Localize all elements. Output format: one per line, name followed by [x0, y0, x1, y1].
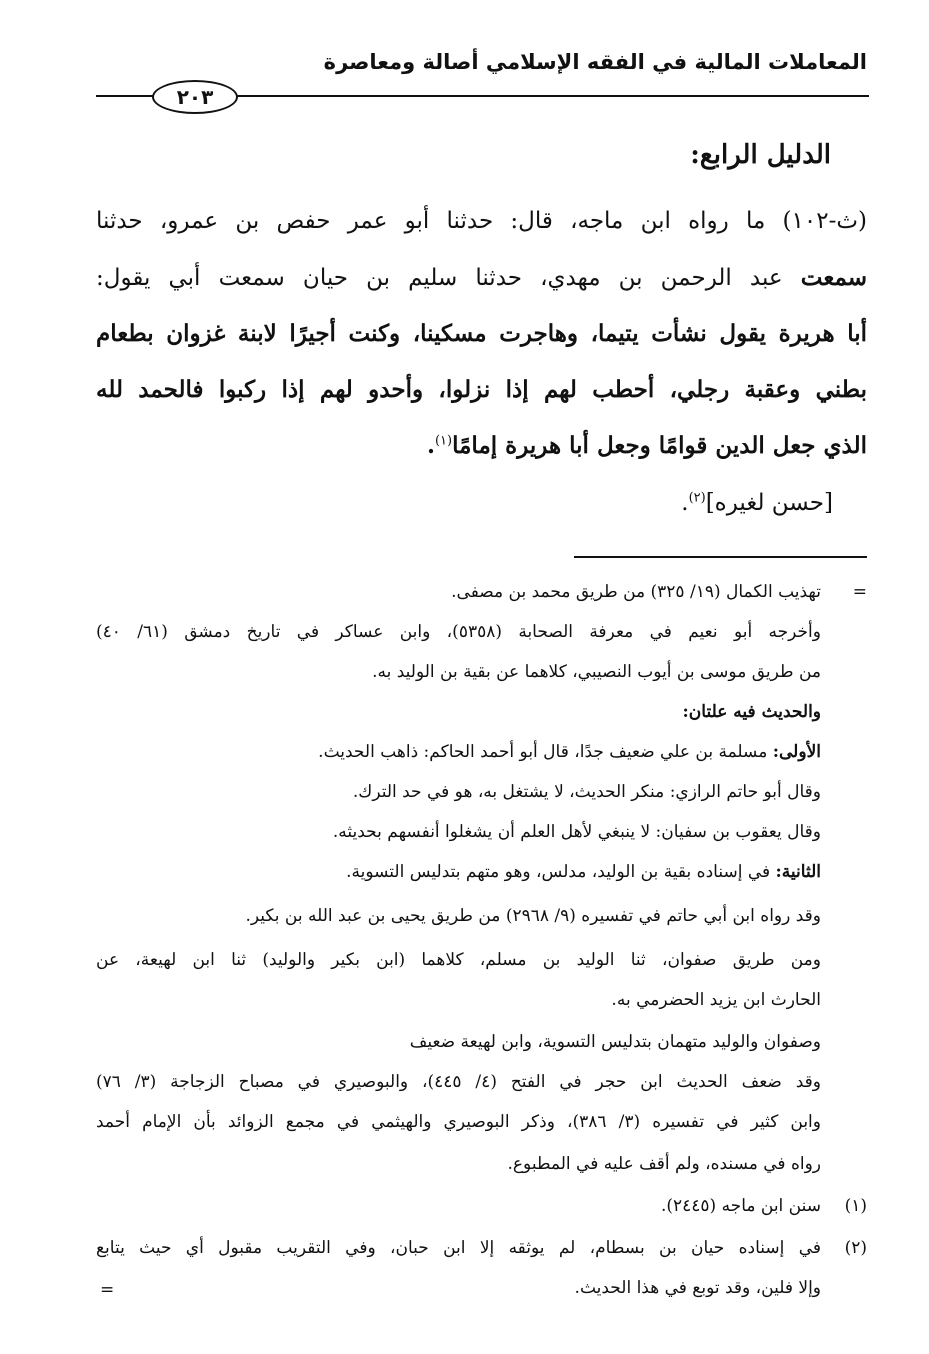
footnote-2-text: وإلا فلين، وقد توبع في هذا الحديث. [574, 1278, 821, 1298]
hadith-period: . [426, 432, 435, 459]
hadith-line [96, 264, 867, 291]
footnote-line: وأخرجه أبو نعيم في معرفة الصحابة (٥٣٥٨)، وابن عساكر في تاريخ دمشق (٦١/ ٤٠) [96, 622, 821, 642]
second-defect-label: الثانية: [775, 862, 821, 882]
footnote-line: الحارث ابن يزيد الحضرمي به. [611, 990, 821, 1010]
footnote-line [318, 742, 821, 762]
first-defect-label: الأولى: [772, 742, 821, 762]
footnote-number-2: (٢) [844, 1238, 867, 1258]
footnote-number-1: (١) [844, 1196, 867, 1216]
hadith-quote-end: الذي جعل الدين قوامًا وجعل أبا هريرة إمامًا [452, 432, 867, 459]
footnote-line [346, 862, 821, 882]
footnote-line: رواه في مسنده، ولم أقف عليه في المطبوع. [507, 1154, 821, 1174]
hadith-line: (ث-١٠٢) ما رواه ابن ماجه، قال: حدثنا أبو عمر حفص بن عمرو، حدثنا [96, 208, 867, 234]
hadith-line: بطني وعقبة رجلي، أحطب لهم إذا نزلوا، وأحدو لهم إذا ركبوا فالحمد لله [96, 376, 867, 403]
footnote-ref-1: (١) [434, 433, 453, 449]
footnote-line: وابن كثير في تفسيره (٣/ ٣٨٦)، وذكر البوصيري والهيثمي في مجمع الزوائد بأن الإمام أحمد [96, 1112, 821, 1132]
section-heading: الدليل الرابع: [690, 140, 831, 170]
hadith-grade [681, 490, 833, 516]
footnote-line: وقال أبو حاتم الرازي: منكر الحديث، لا يشتغل به، هو في حد الترك. [352, 782, 821, 802]
footnote-line: والحديث فيه علتان: [682, 702, 821, 722]
footnote-rule [574, 556, 867, 558]
continuation-mark: = [852, 582, 867, 602]
hadith-chain: عبد الرحمن بن مهدي، حدثنا سليم بن حيان سمعت أبي يقول: [96, 265, 783, 291]
footnote-line: وصفوان والوليد متهمان بتدليس التسوية، وابن لهيعة ضعيف [409, 1032, 821, 1052]
hadith-paragraph [96, 198, 867, 478]
footnote-line: ومن طريق صفوان، ثنا الوليد بن مسلم، كلاهما (ابن بكير والوليد) ثنا ابن لهيعة، عن [96, 950, 821, 970]
footnote-2-text: في إسناده حيان بن بسطام، لم يوثقه إلا ابن حبان، وفي التقريب مقبول أي حيث يتابع [96, 1238, 821, 1258]
second-defect-text: في إسناده بقية بن الوليد، مدلس، وهو متهم بتدليس التسوية. [346, 862, 776, 882]
grade-text: [حسن لغيره] [705, 490, 833, 516]
first-defect-text: مسلمة بن علي ضعيف جدًا، قال أبو أحمد الحاكم: ذاهب الحديث. [318, 742, 773, 762]
footnote-ref-2: (٢) [688, 490, 706, 506]
hadith-line [96, 432, 867, 459]
footnote-line: وقال يعقوب بن سفيان: لا ينبغي لأهل العلم أن يشغلوا أنفسهم بحديثه. [332, 822, 821, 842]
footnote-line: تهذيب الكمال (١٩/ ٣٢٥) من طريق محمد بن مصفى. [451, 582, 821, 602]
page-number: ٢٠٣ [152, 80, 238, 114]
grade-period: . [681, 490, 689, 516]
footnote-line: من طريق موسى بن أيوب النصيبي، كلاهما عن بقية بن الوليد به. [372, 662, 821, 682]
running-title: المعاملات المالية في الفقه الإسلامي أصالة ومعاصرة [323, 50, 867, 74]
footnote-1-text: سنن ابن ماجه (٢٤٤٥). [660, 1196, 821, 1216]
hadith-line: أبا هريرة يقول نشأت يتيما، وهاجرت مسكينا، وكنت أجيرًا لابنة غزوان بطعام [96, 320, 867, 347]
footnote-line: وقد ضعف الحديث ابن حجر في الفتح (٤/ ٤٤٥)، والبوصيري في مصباح الزجاجة (٣/ ٧٦) [96, 1072, 821, 1092]
continuation-mark-end: = [100, 1280, 115, 1300]
footnote-line: وقد رواه ابن أبي حاتم في تفسيره (٩/ ٢٩٦٨) من طريق يحيى بن عبد الله بن بكير. [245, 906, 821, 926]
hadith-quote-start: سمعت [800, 264, 868, 291]
